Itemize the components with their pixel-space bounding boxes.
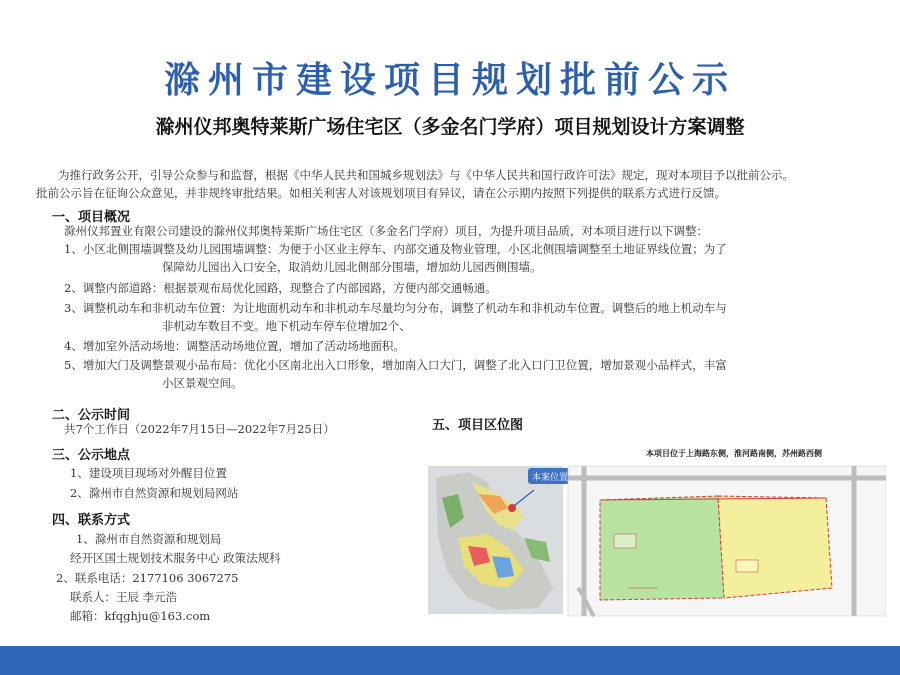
site-plan-caption: 本项目位于上海路东侧，淮河路南侧，苏州路西侧	[646, 449, 822, 458]
notice-period: 共7个工作日（2022年7月15日—2022年7月25日）	[64, 422, 335, 436]
intro-line-2: 批前公示旨在征询公众意见，并非规终审批结果。如相关利害人对该规划项目有异议，请在公示期内按照下列提供的联系方式进行反馈。	[36, 186, 726, 200]
site-note-box	[614, 534, 636, 548]
overview-item-1: 1、小区北侧围墙调整及幼儿园围墙调整：为便于小区业主停车、内部交通及物业管理，小区北侧围墙调整至土地证界线位置；为了	[64, 242, 727, 256]
place-item-2: 2、滁州市自然资源和规划局网站	[70, 486, 239, 500]
contact-email: 邮箱：kfqghju@163.com	[70, 609, 211, 623]
page-title: 滁州市建设项目规划批前公示	[163, 60, 736, 101]
section-heading-location-map: 五、项目区位图	[432, 418, 524, 433]
location-maps	[428, 438, 886, 620]
contact-phone: 2、联系电话：2177106 3067275	[56, 571, 239, 585]
overview-item-3: 3、调整机动车和非机动车位置：为让地面机动车和非机动车尽量均匀分布，调整了机动车和非机动车位置。调整后的地上机动车与	[64, 301, 727, 315]
intro-line-1: 为推行政务公开，引导公众参与和监督，根据《中华人民共和国城乡规划法》与《中华人民共和国行政许可法》规定，现对本项目予以批前公示。	[58, 168, 794, 182]
contact-line-2: 经开区国土规划技术服务中心 政策法规科	[70, 551, 281, 565]
page-subtitle: 滁州仪邦奥特莱斯广场住宅区（多金名门学府）项目规划设计方案调整	[155, 116, 745, 138]
location-label: 本案位置	[531, 473, 569, 483]
overview-item-1-cont: 保障幼儿园出入口安全，取消幼儿园北侧部分围墙，增加幼儿园西侧围墙。	[162, 260, 542, 274]
contact-line-1: 1、滁州市自然资源和规划局	[76, 532, 222, 546]
footer-bar	[0, 646, 900, 675]
overview-item-5-cont: 小区景观空间。	[162, 376, 243, 390]
contact-person: 联系人：王辰 李元浩	[70, 590, 178, 604]
section-heading-overview: 一、项目概况	[52, 210, 131, 225]
overview-item-3-cont: 非机动车数目不变。地下机动车停车位增加2个、	[162, 319, 411, 333]
overview-item-5: 5、增加大门及调整景观小品布局：优化小区南北出入口形象，增加南入口大门，调整了北入口门卫位置，增加景观小品样式，丰富	[64, 358, 727, 372]
overview-item-2: 2、调整内部道路：根据景观布局优化园路，现整合了内部园路，方便内部交通畅通。	[64, 281, 497, 295]
place-item-1: 1、建设项目现场对外醒目位置	[70, 466, 227, 480]
location-maps-svg	[428, 438, 886, 620]
overview-text: 滁州仪邦置业有限公司建设的滁州仪邦奥特莱斯广场住宅区（多金名门学府）项目，为提升项目品质，对本项目进行以下调整：	[64, 224, 708, 238]
site-note-box-2	[736, 560, 758, 572]
section-heading-place: 三、公示地点	[52, 448, 131, 463]
section-heading-contact: 四、联系方式	[52, 513, 131, 528]
overview-item-4: 4、增加室外活动场地：调整活动场地位置，增加了活动场地面积。	[64, 339, 405, 353]
site-plot-east	[718, 496, 832, 598]
section-heading-time: 二、公示时间	[52, 408, 131, 423]
